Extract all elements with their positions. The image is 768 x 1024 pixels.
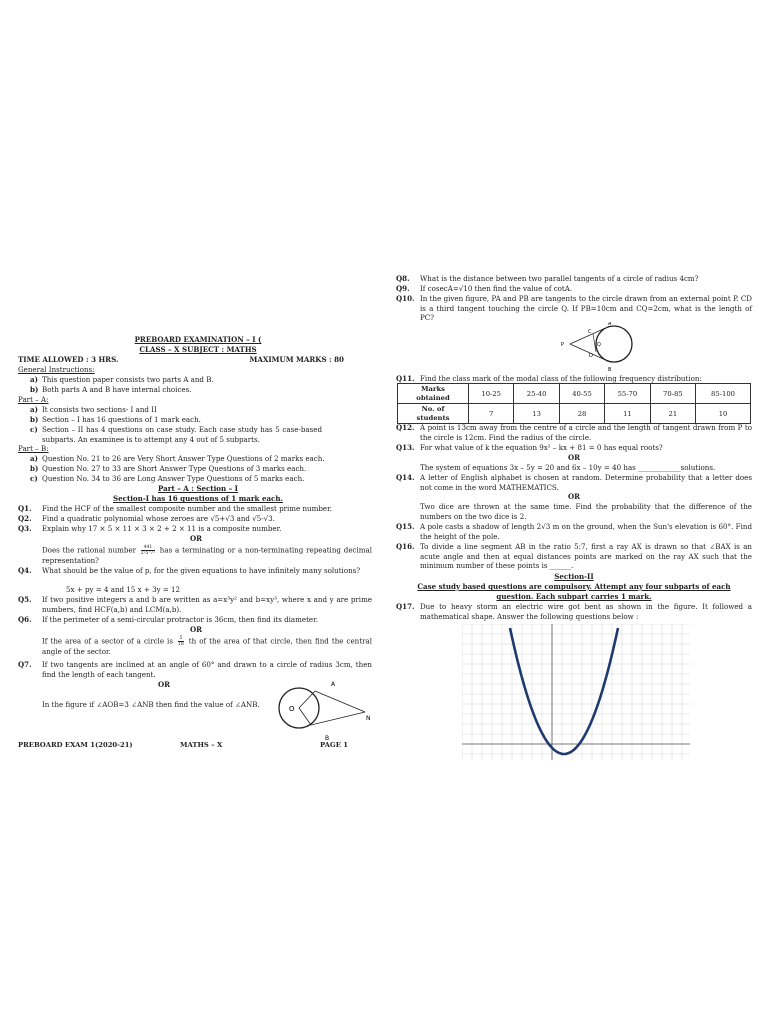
part-a-label: Part – A: (18, 395, 49, 404)
table-row (398, 404, 751, 424)
point-a-label: A (608, 322, 612, 327)
point-q-label: Q (597, 342, 601, 348)
header-line: obtained (416, 393, 450, 402)
q3-or-text (42, 545, 372, 566)
q13-or-text: The system of equations 3x – 5y = 20 and 6x – 10y = 40 has ____________solutions. (420, 463, 716, 472)
q3-or-tail: has a terminating or a non-terminating repeating decimal representation? (42, 545, 372, 565)
point-o-label: O (289, 705, 295, 713)
question-number: Q6. (18, 615, 32, 624)
table-cell: 7 (469, 404, 514, 424)
point-d-label: D (589, 353, 593, 359)
section-2-instruction: Case study based questions are compulsory. Attempt any four subparts of each (417, 582, 731, 591)
footer-exam: PREBOARD EXAM 1(2020-21) (18, 741, 133, 749)
table-cell: 85-100 (696, 384, 751, 404)
table-cell: 21 (650, 404, 695, 424)
question-text: A letter of English alphabet is chosen at random. Determine probability that a letter does not come in the word MATHEMATICS. (420, 473, 752, 492)
question-number: Q10. (396, 294, 415, 303)
point-b-label: B (325, 735, 330, 742)
q10-tangent-figure (556, 322, 646, 372)
table-cell: 28 (559, 404, 604, 424)
list-key: b) (30, 464, 39, 473)
question-number: Q1. (18, 504, 32, 513)
exam-title: PREBOARD EXAMINATION – I ( (134, 335, 262, 344)
point-n-label: N (366, 715, 371, 722)
question-number: Q8. (396, 274, 410, 283)
wire-parabola-graph (462, 624, 690, 760)
time-allowed: TIME ALLOWED : 3 HRS. (18, 355, 119, 364)
question-number: Q17. (396, 602, 415, 611)
instruction-item: Both parts A and B have internal choices. (42, 385, 192, 394)
question-number: Q7. (18, 660, 32, 669)
point-b-label: B (608, 367, 612, 372)
question-text: Due to heavy storm an electric wire got bent as shown in the figure. It followed a mathematical shape. Answer the following questions below : (420, 602, 752, 621)
part-b-label: Part – B: (18, 444, 49, 453)
instruction-item: This question paper consists two parts A and B. (42, 375, 214, 384)
question-number: Q3. (18, 524, 32, 533)
question-text: If the perimeter of a semi-circular protractor is 36cm, then find its diameter. (42, 615, 319, 624)
q6-or-text (42, 636, 372, 657)
table-cell: 55-70 (605, 384, 650, 404)
instruction-item: It consists two sections- I and II (42, 405, 157, 414)
graph-grid (462, 624, 690, 760)
part-a-section-1-heading: Part – A : Section – I (158, 484, 238, 493)
list-key: a) (30, 454, 38, 463)
or-label: OR (158, 680, 171, 689)
question-text: A point is 13cm away from the centre of a circle and the length of tangent drawn from P to the circle is 12cm. Find the radius of the circle. (420, 423, 752, 442)
row-header-marks (398, 384, 469, 404)
section-2-heading: Section-II (554, 572, 594, 581)
question-number: Q12. (396, 423, 415, 432)
maximum-marks: MAXIMUM MARKS : 80 (249, 355, 344, 364)
instruction-item: Question No. 21 to 26 are Very Short Answer Type Questions of 2 marks each. (42, 454, 325, 463)
question-text: Explain why 17 × 5 × 11 × 3 × 2 + 2 × 11 is a composite number. (42, 524, 282, 533)
question-number: Q2. (18, 514, 32, 523)
fraction-numerator: 441 (141, 545, 155, 551)
q7-or-text: In the figure if ∠AOB=3 ∠ANB then find the value of ∠ANB. (42, 700, 260, 709)
list-key: a) (30, 375, 38, 384)
table-cell: 11 (605, 404, 650, 424)
table-row (398, 384, 751, 404)
table-cell: 10-25 (469, 384, 514, 404)
radius-ob (299, 708, 311, 725)
question-text: What should be the value of p, for the given equations to have infinitely many solutions? (42, 566, 361, 575)
header-line: students (416, 413, 450, 422)
or-label: OR (567, 492, 581, 501)
section-2-instruction: question. Each subpart carries 1 mark. (496, 592, 652, 601)
question-text: Find the class mark of the modal class of the following frequency distribution: (420, 374, 702, 383)
question-text: In the given figure, PA and PB are tangents to the circle drawn from an external point P. CD is a third tangent touching the circle Q. If PB=10cm and CQ=2cm, what is the length of PC? (420, 294, 752, 323)
q3-or-lead: Does the rational number (42, 545, 137, 555)
question-number: Q4. (18, 566, 32, 575)
or-label: OR (189, 625, 203, 634)
fraction (141, 545, 155, 556)
question-text: What is the distance between two parallel tangents of a circle of radius 4cm? (420, 274, 699, 283)
table-cell: 40-55 (559, 384, 604, 404)
table-cell: 13 (514, 404, 559, 424)
or-label: OR (189, 534, 203, 543)
question-text: To divide a line segment AB in the ratio 5:7, first a ray AX is drawn so that ∠BAX is an acute angle and then at equal distances points are marked on the ray AX such that the minimum number of these points is ______. (420, 542, 752, 571)
class-subject: CLASS – X SUBJECT : MATHS (139, 345, 257, 354)
question-text: For what value of k the equation 9x² – kx + 81 = 0 has equal roots? (420, 443, 663, 452)
question-number: Q11. (396, 374, 415, 383)
list-key: b) (30, 385, 39, 394)
chord-bn (311, 712, 365, 725)
footer-page: PAGE 1 (320, 741, 348, 749)
q4-equations: 5x + py = 4 and 15 x + 3y = 12 (66, 585, 181, 594)
header-line: No. of (421, 404, 445, 413)
fraction-denominator: 18 (178, 642, 184, 647)
section-1-heading: Section-I has 16 questions of 1 mark each. (113, 494, 283, 503)
table-cell: 10 (696, 404, 751, 424)
point-a-label: A (331, 681, 336, 688)
table-cell: 70-85 (650, 384, 695, 404)
instruction-item: Section – II has 4 questions on case study. Each case study has 5 case-based subparts. An examinee is to attempt any 4 out of 5 subparts. (42, 425, 322, 444)
question-number: Q9. (396, 284, 410, 293)
circle (596, 326, 632, 362)
q6-or-lead: If the area of a sector of a circle is (42, 636, 173, 646)
or-label: OR (567, 453, 581, 462)
instruction-item: Section – I has 16 questions of 1 mark each. (42, 415, 201, 424)
fraction (178, 636, 184, 647)
question-number: Q15. (396, 522, 415, 531)
radius-oa (299, 691, 315, 708)
question-text: A pole casts a shadow of length 2√3 m on the ground, when the Sun's elevation is 60°. Find the height of the pole. (420, 522, 752, 541)
question-number: Q16. (396, 542, 415, 551)
frequency-table (397, 383, 751, 424)
question-text: If cosecA=√10 then find the value of cotA. (420, 284, 573, 293)
row-header-students (398, 404, 469, 424)
q7-circle-figure (273, 678, 373, 742)
question-text: Find the HCF of the smallest composite number and the smallest prime number. (42, 504, 332, 513)
question-number: Q5. (18, 595, 32, 604)
question-text: If two positive integers a and b are written as a=x³y² and b=xy³, where x and y are prime numbers, find HCF(a,b) and LCM(a,b). (42, 595, 372, 614)
point-p-label: P (561, 342, 565, 348)
footer-subject: MATHS – X (180, 741, 223, 749)
instructions-heading: General Instructions: (18, 365, 95, 374)
instruction-item: Question No. 27 to 33 are Short Answer Type Questions of 3 marks each. (42, 464, 307, 473)
question-text: If two tangents are inclined at an angle of 60° and drawn to a circle of radius 3cm, then find the length of each tangent. (42, 660, 372, 679)
list-key: c) (30, 425, 38, 434)
fraction-denominator: 2²5⁷7² (140, 551, 155, 556)
q14-or-text: Two dice are thrown at the same time. Find the probability that the difference of the numbers on the two dice is 2. (420, 502, 752, 521)
table-cell: 25-40 (514, 384, 559, 404)
point-c-label: C (588, 329, 592, 335)
instruction-item: Question No. 34 to 36 are Long Answer Type Questions of 5 marks each. (42, 474, 305, 483)
header-line: Marks (420, 384, 446, 393)
fraction-numerator: 5 (179, 636, 183, 641)
q6-or-tail: th of the area of that circle, then find the central angle of the sector. (42, 636, 372, 656)
question-text: Find a quadratic polynomial whose zeroes are √5+√3 and √5-√3. (42, 514, 275, 523)
question-number: Q13. (396, 443, 415, 452)
list-key: a) (30, 405, 38, 414)
chord-an (315, 691, 365, 712)
list-key: c) (30, 474, 38, 483)
list-key: b) (30, 415, 39, 424)
question-number: Q14. (396, 473, 415, 482)
